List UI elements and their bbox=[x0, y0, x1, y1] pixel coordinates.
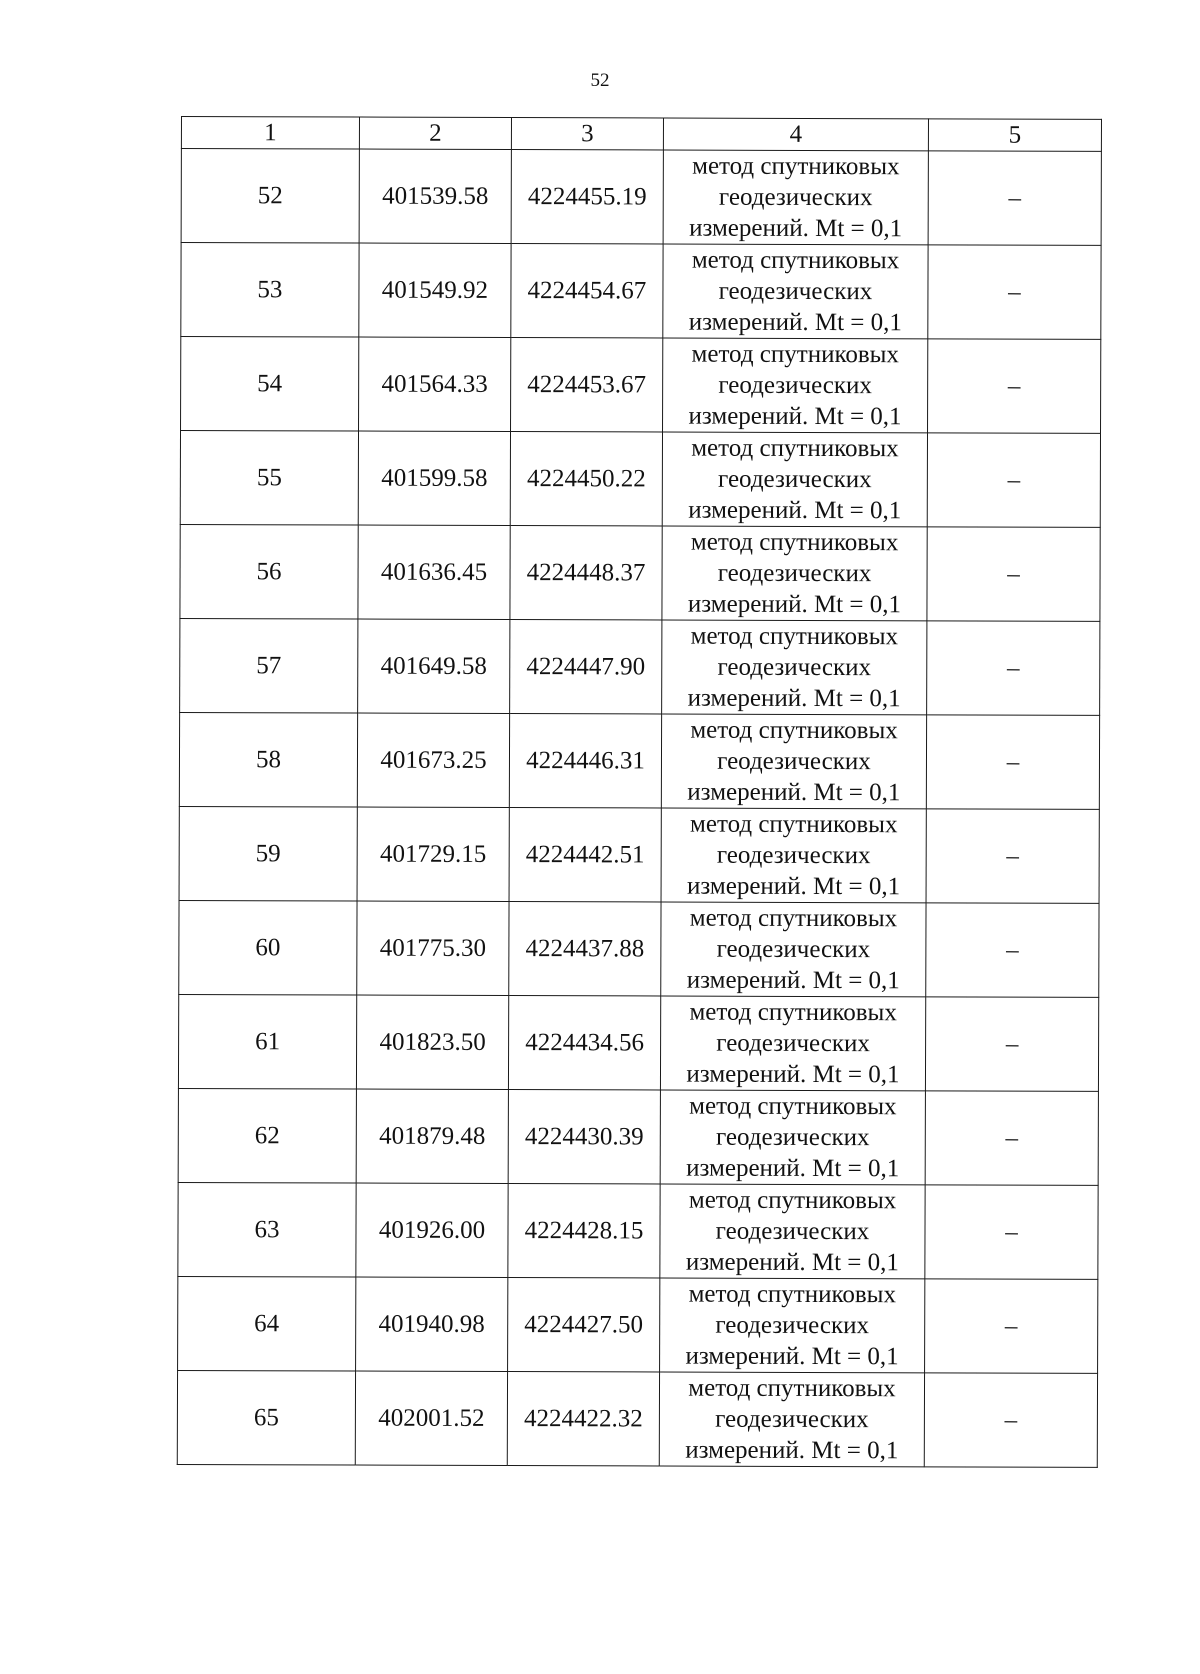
note-cell: – bbox=[926, 715, 1099, 810]
point-number-cell: 58 bbox=[179, 712, 357, 807]
y-coordinate-cell: 4224448.37 bbox=[510, 526, 662, 620]
x-coordinate-cell: 401729.15 bbox=[357, 807, 509, 901]
point-number-cell: 54 bbox=[181, 337, 359, 432]
y-coordinate-cell: 4224434.56 bbox=[508, 996, 660, 1090]
method-line: измерений. Mt = 0,1 bbox=[685, 1436, 899, 1465]
y-coordinate-cell: 4224442.51 bbox=[509, 808, 661, 902]
header-cell-1: 1 bbox=[181, 117, 359, 150]
x-coordinate-cell: 401879.48 bbox=[356, 1089, 508, 1183]
method-line: измерений. Mt = 0,1 bbox=[686, 872, 901, 901]
table-header bbox=[181, 117, 1101, 152]
table-row bbox=[178, 1276, 1098, 1373]
method-cell bbox=[661, 714, 926, 809]
method-line: метод спутниковых bbox=[690, 716, 898, 745]
table-row bbox=[178, 1182, 1098, 1279]
method-cell bbox=[662, 432, 927, 527]
point-number-cell: 59 bbox=[179, 806, 357, 901]
method-line: метод спутниковых bbox=[691, 434, 899, 463]
method-line: метод спутниковых bbox=[688, 1374, 896, 1403]
x-coordinate-cell: 401564.33 bbox=[359, 337, 511, 431]
x-coordinate-cell: 401926.00 bbox=[356, 1183, 508, 1277]
table-row bbox=[181, 243, 1101, 340]
method-cell bbox=[660, 1184, 925, 1279]
method-line: геодезических bbox=[718, 183, 873, 212]
table-row bbox=[179, 806, 1099, 903]
x-coordinate-cell: 402001.52 bbox=[355, 1371, 507, 1465]
note-cell: – bbox=[927, 621, 1100, 716]
table-row bbox=[180, 524, 1100, 621]
point-number-cell: 62 bbox=[178, 1088, 356, 1183]
method-line: измерений. Mt = 0,1 bbox=[686, 966, 900, 995]
method-line: метод спутниковых bbox=[691, 246, 900, 275]
note-cell: – bbox=[928, 245, 1101, 340]
method-cell bbox=[663, 244, 928, 339]
method-line: измерений. Mt = 0,1 bbox=[688, 308, 902, 337]
table-row bbox=[177, 1370, 1097, 1467]
method-line: метод спутниковых bbox=[689, 998, 897, 1027]
header-cell-4: 4 bbox=[663, 118, 928, 151]
x-coordinate-cell: 401940.98 bbox=[356, 1277, 508, 1371]
method-line: геодезических bbox=[715, 1123, 870, 1152]
note-cell: – bbox=[928, 339, 1101, 434]
table-row bbox=[180, 431, 1100, 528]
note-cell: – bbox=[927, 433, 1100, 528]
note-cell: – bbox=[925, 1279, 1098, 1374]
method-line: метод спутниковых bbox=[691, 340, 899, 369]
y-coordinate-cell: 4224447.90 bbox=[510, 620, 662, 714]
header-cell-3: 3 bbox=[511, 118, 663, 150]
point-number-cell: 53 bbox=[181, 243, 359, 338]
x-coordinate-cell: 401539.58 bbox=[359, 149, 511, 243]
table-row bbox=[180, 618, 1100, 715]
y-coordinate-cell: 4224454.67 bbox=[511, 244, 663, 338]
method-line: геодезических bbox=[718, 277, 873, 306]
point-number-cell: 65 bbox=[177, 1370, 355, 1465]
table-row bbox=[178, 994, 1098, 1091]
method-cell bbox=[660, 996, 925, 1091]
point-number-cell: 52 bbox=[181, 149, 359, 244]
y-coordinate-cell: 4224446.31 bbox=[509, 714, 661, 808]
point-number-cell: 57 bbox=[180, 618, 358, 713]
page-number: 52 bbox=[590, 70, 610, 91]
point-number-cell: 61 bbox=[178, 994, 356, 1089]
x-coordinate-cell: 401636.45 bbox=[358, 525, 510, 619]
header-row bbox=[181, 117, 1101, 152]
note-cell: – bbox=[926, 809, 1099, 904]
method-line: измерений. Mt = 0,1 bbox=[685, 1342, 899, 1371]
x-coordinate-cell: 401673.25 bbox=[357, 713, 509, 807]
y-coordinate-cell: 4224427.50 bbox=[508, 1278, 660, 1372]
method-line: метод спутниковых bbox=[689, 1092, 897, 1121]
method-cell bbox=[663, 338, 928, 433]
method-line: метод спутниковых bbox=[690, 528, 899, 557]
method-cell bbox=[661, 902, 926, 997]
method-line: измерений. Mt = 0,1 bbox=[688, 402, 902, 431]
method-line: измерений. Mt = 0,1 bbox=[687, 590, 902, 619]
method-cell bbox=[660, 1090, 925, 1185]
note-cell: – bbox=[925, 1091, 1098, 1186]
method-line: метод спутниковых bbox=[690, 622, 899, 651]
note-cell: – bbox=[927, 527, 1100, 622]
table-row bbox=[179, 900, 1099, 997]
method-line: метод спутниковых bbox=[689, 904, 898, 933]
method-cell bbox=[659, 1372, 924, 1467]
coordinates-table bbox=[177, 116, 1102, 1468]
point-number-cell: 64 bbox=[178, 1276, 356, 1371]
method-cell bbox=[660, 1278, 925, 1373]
method-line: геодезических bbox=[715, 1405, 869, 1434]
method-line: метод спутниковых bbox=[688, 1186, 897, 1215]
point-number-cell: 55 bbox=[180, 431, 358, 526]
point-number-cell: 63 bbox=[178, 1182, 356, 1277]
method-line: метод спутниковых bbox=[690, 810, 898, 839]
point-number-cell: 60 bbox=[179, 900, 357, 995]
method-line: измерений. Mt = 0,1 bbox=[687, 684, 901, 713]
method-line: измерений. Mt = 0,1 bbox=[686, 1060, 900, 1089]
x-coordinate-cell: 401775.30 bbox=[357, 901, 509, 995]
table-row bbox=[179, 712, 1099, 809]
y-coordinate-cell: 4224430.39 bbox=[508, 1090, 660, 1184]
method-cell bbox=[662, 526, 927, 621]
note-cell: – bbox=[925, 1185, 1098, 1280]
method-line: метод спутниковых bbox=[692, 152, 900, 181]
note-cell: – bbox=[925, 997, 1098, 1092]
y-coordinate-cell: 4224422.32 bbox=[507, 1372, 659, 1466]
method-line: геодезических bbox=[716, 841, 871, 870]
method-cell bbox=[661, 808, 926, 903]
method-cell bbox=[662, 620, 927, 715]
y-coordinate-cell: 4224450.22 bbox=[510, 432, 662, 526]
point-number-cell: 56 bbox=[180, 524, 358, 619]
table-body bbox=[177, 149, 1101, 1468]
table-row bbox=[178, 1088, 1098, 1185]
method-line: геодезических bbox=[718, 371, 872, 400]
header-cell-2: 2 bbox=[359, 117, 511, 149]
y-coordinate-cell: 4224437.88 bbox=[509, 902, 661, 996]
note-cell: – bbox=[924, 1373, 1097, 1468]
method-line: геодезических bbox=[717, 559, 872, 588]
table-row bbox=[181, 149, 1101, 246]
method-line: измерений. Mt = 0,1 bbox=[687, 778, 901, 807]
y-coordinate-cell: 4224428.15 bbox=[508, 1184, 660, 1278]
method-cell bbox=[663, 150, 928, 245]
method-line: метод спутниковых bbox=[688, 1280, 897, 1309]
method-line: геодезических bbox=[716, 935, 871, 964]
method-line: измерений. Mt = 0,1 bbox=[685, 1248, 899, 1277]
note-cell: – bbox=[928, 151, 1101, 246]
method-line: измерений. Mt = 0,1 bbox=[686, 1154, 900, 1183]
x-coordinate-cell: 401599.58 bbox=[358, 431, 510, 525]
method-line: геодезических bbox=[717, 747, 871, 776]
method-line: геодезических bbox=[716, 1029, 870, 1058]
method-line: геодезических bbox=[715, 1311, 870, 1340]
method-line: геодезических bbox=[718, 465, 872, 494]
method-line: измерений. Mt = 0,1 bbox=[689, 214, 903, 243]
x-coordinate-cell: 401649.58 bbox=[358, 619, 510, 713]
header-cell-5: 5 bbox=[928, 119, 1101, 152]
x-coordinate-cell: 401549.92 bbox=[359, 243, 511, 337]
table-row bbox=[181, 337, 1101, 434]
method-line: измерений. Mt = 0,1 bbox=[688, 496, 902, 525]
method-line: геодезических bbox=[717, 653, 872, 682]
y-coordinate-cell: 4224453.67 bbox=[511, 338, 663, 432]
x-coordinate-cell: 401823.50 bbox=[356, 995, 508, 1089]
method-line: геодезических bbox=[715, 1217, 870, 1246]
y-coordinate-cell: 4224455.19 bbox=[511, 150, 663, 244]
note-cell: – bbox=[926, 903, 1099, 998]
